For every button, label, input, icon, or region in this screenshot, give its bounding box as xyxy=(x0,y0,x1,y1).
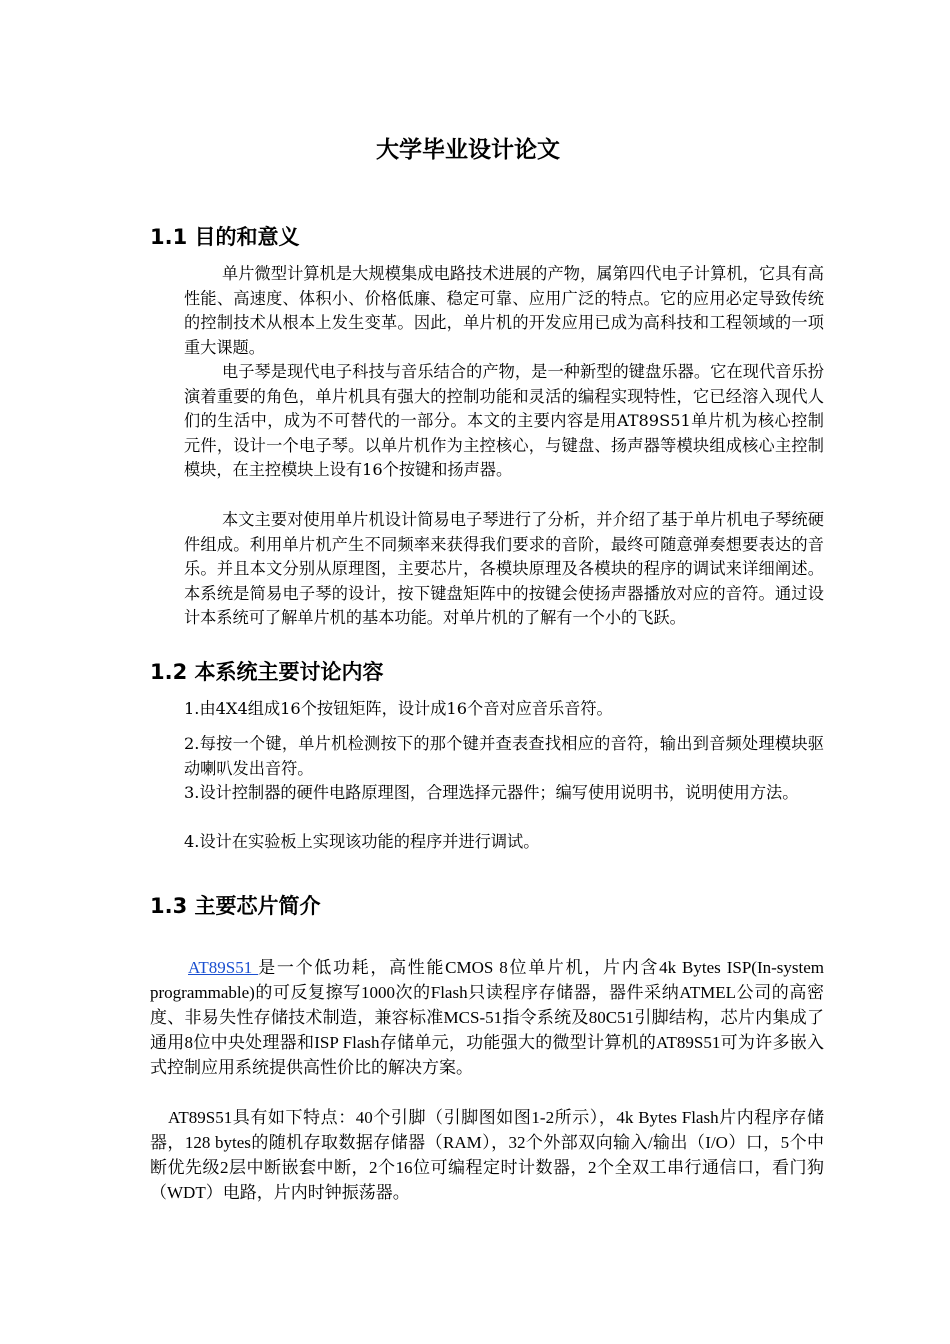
paragraph-purpose-2: 电子琴是现代电子科技与音乐结合的产物，是一种新型的键盘乐器。它在现代音乐扮演着重要的角色，单片机具有强大的控制功能和灵活的编程实现特性，它已经溶入现代人们的生活中，成为不可替代的一部分。本文的主要内容是用AT89S51单片机为核心控制元件，设计一个电子琴。以单片机作为主控核心，与键盘、扬声器等模块组成核心主控制模块，在主控模块上设有16个按键和扬声器。 xyxy=(184,362,824,479)
chip-intro-text: 是一个低功耗，高性能CMOS 8位单片机，片内含4k Bytes ISP(In-system programmable)的可反复擦写1000次的Flash只读程序存储器，器件采纳ATMEL公司的高密度、非易失性存储技术制造，兼容标准MCS-51指令系统及80C51引脚结构，芯片内集成了通用8位中央处理器和ISP Flash存储单元，功能强大的微型计算机的AT89S51可为许多嵌入式控制应用系统提供高性价比的解决方案。 xyxy=(150,958,825,1077)
content-item-4: 4.设计在实验板上实现该功能的程序并进行调试。 xyxy=(184,832,540,851)
section-heading-1-2: 1.2 本系统主要讨论内容 xyxy=(150,660,384,684)
section-heading-1-1: 1.1 目的和意义 xyxy=(150,225,300,249)
section-heading-1-3: 1.3 主要芯片简介 xyxy=(150,894,321,918)
chip-features-paragraph: AT89S51具有如下特点：40个引脚（引脚图如图1-2所示），4k Bytes Flash片内程序存储器，128 bytes的随机存取数据存储器（RAM），32个外部双向输入/输出（I/O）口，5个中断优先级2层中断嵌套中断，2个16位可编程定时计数器，2个全双工串行通信口，看门狗（WDT）电路，片内时钟振荡器。 xyxy=(150,1108,824,1202)
paragraph-purpose-1: 单片微型计算机是大规模集成电路技术进展的产物，属第四代电子计算机，它具有高性能、高速度、体积小、价格低廉、稳定可靠、应用广泛的特点。它的应用必定导致传统的控制技术从根本上发生变革。因此，单片机的开发应用已成为高科技和工程领域的一项重大课题。 xyxy=(184,264,824,357)
content-item-1: 1.由4X4组成16个按钮矩阵，设计成16个音对应音乐音符。 xyxy=(184,699,613,718)
content-item-2: 2.每按一个键，单片机检测按下的那个键并查表查找相应的音符，输出到音频处理模块驱动喇叭发出音符。 xyxy=(184,734,824,778)
at89s51-link[interactable]: AT89S51 xyxy=(188,958,259,977)
content-item-3: 3.设计控制器的硬件电路原理图，合理选择元器件；编写使用说明书，说明使用方法。 xyxy=(184,783,799,802)
paragraph-purpose-3: 本文主要对使用单片机设计简易电子琴进行了分析，并介绍了基于单片机电子琴统硬件组成。利用单片机产生不同频率来获得我们要求的音阶，最终可随意弹奏想要表达的音乐。并且本文分别从原理图，主要芯片，各模块原理及各模块的程序的调试来详细阐述。本系统是简易电子琴的设计，按下键盘矩阵中的按键会使扬声器播放对应的音符。通过设计本系统可了解单片机的基本功能。对单片机的了解有一个小的飞跃。 xyxy=(184,510,824,627)
chip-intro-paragraph xyxy=(150,955,824,1080)
document-title: 大学毕业设计论文 xyxy=(376,137,560,163)
